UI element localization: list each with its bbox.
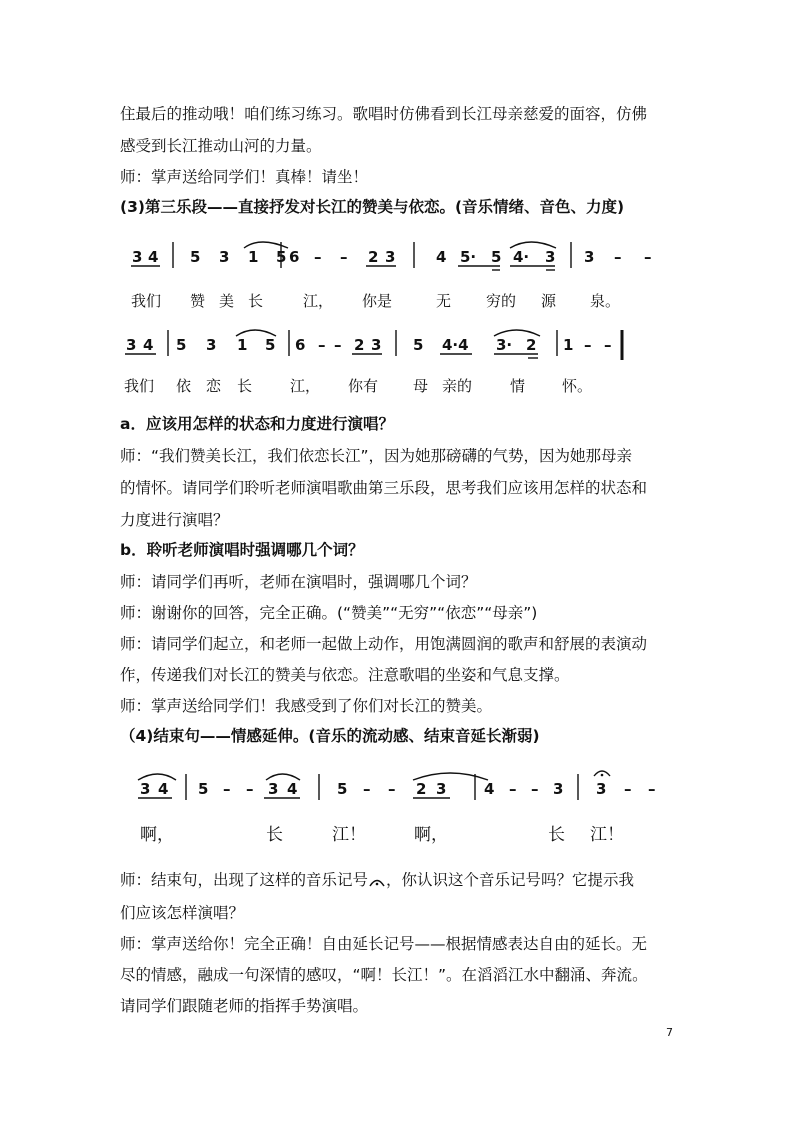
score-note: 4· bbox=[513, 248, 530, 266]
paragraph-line: 师：请同学们起立，和老师一起做上动作，用饱满圆润的歌声和舒展的表演动 bbox=[120, 635, 648, 653]
score-lyric: 泉。 bbox=[590, 292, 621, 310]
score-lyric: 怀。 bbox=[562, 377, 593, 395]
score-lyric: 长 bbox=[266, 825, 283, 845]
score-note: 5 bbox=[265, 336, 276, 354]
score-note: 3 bbox=[132, 248, 143, 266]
score-note: 3 bbox=[553, 780, 564, 798]
score-lyric: 啊， bbox=[414, 825, 448, 845]
paragraph-line: 的情怀。请同学们聆听老师演唱歌曲第三乐段，思考我们应该用怎样的状态和 bbox=[120, 479, 648, 497]
paragraph-line: 师：请同学们再听，老师在演唱时，强调哪几个词？ bbox=[120, 573, 477, 591]
score-note: 4 bbox=[287, 780, 298, 798]
score-note: 2 bbox=[416, 780, 427, 798]
score-lyric: 我们 bbox=[131, 292, 162, 310]
paragraph-line: 尽的情感，融成一句深情的感叹，“啊！长江！”。在滔滔江水中翻涌、奔流。 bbox=[120, 966, 648, 984]
paragraph-line: 师：掌声送给同学们！真棒！请坐！ bbox=[120, 168, 369, 186]
score-lyric: 我们 bbox=[124, 377, 155, 395]
score-note: – bbox=[644, 248, 652, 266]
score-note: 1 bbox=[237, 336, 248, 354]
score-note: – bbox=[388, 780, 396, 798]
score-note: – bbox=[314, 248, 322, 266]
score-note: 4 bbox=[148, 248, 159, 266]
score-note: 2 bbox=[354, 336, 365, 354]
paragraph-line: 作，传递我们对长江的赞美与依恋。注意歌唱的坐姿和气息支撑。 bbox=[120, 666, 570, 684]
score-lyric: 母 bbox=[413, 377, 429, 395]
score-note: 4 bbox=[143, 336, 154, 354]
paragraph-line: 力度进行演唱？ bbox=[120, 511, 229, 529]
score-lyric: 源 bbox=[541, 292, 557, 310]
score-lyric: 恋 bbox=[206, 377, 222, 395]
score-note: 5 bbox=[190, 248, 201, 266]
paragraph-text: 师：结束句，出现了这样的音乐记号 bbox=[120, 871, 369, 889]
score-note: – bbox=[509, 780, 517, 798]
score-note: 5 bbox=[176, 336, 187, 354]
paragraph-text: ，你认识这个音乐记号吗？它提示我 bbox=[386, 871, 635, 889]
score-lyric: 亲的 bbox=[442, 377, 473, 395]
score-lyric: 美 bbox=[219, 292, 235, 310]
score-note: – bbox=[531, 780, 539, 798]
section-heading-3: (3)第三乐段——直接抒发对长江的赞美与依恋。(音乐情绪、音色、力度) bbox=[120, 198, 625, 216]
score-note: 2 bbox=[526, 336, 537, 354]
paragraph-line: 们应该怎样演唱？ bbox=[120, 904, 245, 922]
score-note: 3 bbox=[371, 336, 382, 354]
paragraph-line: 请同学们跟随老师的指挥手势演唱。 bbox=[120, 997, 369, 1015]
score-note: 6 bbox=[289, 248, 300, 266]
score-note: 4 bbox=[436, 248, 447, 266]
score-lyric: 长 bbox=[548, 825, 565, 845]
score-note: 3 bbox=[436, 780, 447, 798]
score-note: – bbox=[648, 780, 656, 798]
score-note: 5 bbox=[198, 780, 209, 798]
score-lyric: 你是 bbox=[362, 292, 393, 310]
score-note: 6 bbox=[295, 336, 306, 354]
score-note: – bbox=[246, 780, 254, 798]
score-note: – bbox=[624, 780, 632, 798]
score-note: 3 bbox=[385, 248, 396, 266]
score-note: 3· bbox=[496, 336, 513, 354]
score-lyric: 江！ bbox=[332, 825, 366, 845]
score-lyric: 无 bbox=[436, 292, 452, 310]
score-lyric: 你有 bbox=[348, 377, 379, 395]
score-note: – bbox=[614, 248, 622, 266]
score-lyric: 长 bbox=[248, 292, 264, 310]
score-lyric: 情 bbox=[510, 377, 526, 395]
score-note: 5· bbox=[460, 248, 477, 266]
paragraph-line: 住最后的推动哦！咱们练习练习。歌唱时仿佛看到长江母亲慈爱的面容，仿佛 bbox=[120, 105, 648, 123]
score-note: 4·4 bbox=[442, 336, 469, 354]
score-note: 5 bbox=[337, 780, 348, 798]
question-b: b．聆听老师演唱时强调哪几个词？ bbox=[120, 541, 364, 559]
score-lyric: 穷的 bbox=[486, 292, 517, 310]
score-note: 3 bbox=[140, 780, 151, 798]
score-note: 3 bbox=[268, 780, 279, 798]
score-note: – bbox=[334, 336, 342, 354]
paragraph-line: 师：谢谢你的回答，完全正确。(“赞美”“无穷”“依恋”“母亲”) bbox=[120, 604, 538, 622]
score-lyric: 长 bbox=[237, 377, 253, 395]
score-note: – bbox=[584, 336, 592, 354]
score-note: 3 bbox=[219, 248, 230, 266]
score-lyric: 江， bbox=[290, 377, 321, 395]
paragraph-line bbox=[120, 870, 634, 890]
fermata-icon bbox=[368, 875, 386, 887]
score-note: – bbox=[223, 780, 231, 798]
page-number: 7 bbox=[666, 1026, 673, 1039]
paragraph-line: 师：掌声送给你！完全正确！自由延长记号——根据情感表达自由的延长。无 bbox=[120, 935, 648, 953]
paragraph-line: 师：掌声送给同学们！我感受到了你们对长江的赞美。 bbox=[120, 697, 493, 715]
score-note: – bbox=[318, 336, 326, 354]
score-lyric: 赞 bbox=[190, 292, 206, 310]
score-note: 3 bbox=[596, 780, 607, 798]
paragraph-line: 感受到长江推动山河的力量。 bbox=[120, 137, 322, 155]
score-lyric: 江！ bbox=[590, 825, 624, 845]
score-note: 3 bbox=[545, 248, 556, 266]
score-lyric: 江， bbox=[303, 292, 334, 310]
score-note: 2 bbox=[368, 248, 379, 266]
score-note: 1 bbox=[563, 336, 574, 354]
score-note: 3 bbox=[206, 336, 217, 354]
score-note: – bbox=[363, 780, 371, 798]
section-heading-4: （4)结束句——情感延伸。(音乐的流动感、结束音延长渐弱) bbox=[120, 727, 540, 745]
score-note: – bbox=[604, 336, 612, 354]
score-note: 1 bbox=[248, 248, 259, 266]
score-note: 4 bbox=[484, 780, 495, 798]
score-note: 5 bbox=[413, 336, 424, 354]
score-note: 3 bbox=[126, 336, 137, 354]
score-note: – bbox=[340, 248, 348, 266]
score-note: 4 bbox=[158, 780, 169, 798]
score-note: 5 bbox=[491, 248, 502, 266]
score-lyric: 依 bbox=[176, 377, 192, 395]
paragraph-line: 师：“我们赞美长江，我们依恋长江”，因为她那磅礴的气势，因为她那母亲 bbox=[120, 447, 633, 465]
question-a: a．应该用怎样的状态和力度进行演唱？ bbox=[120, 415, 394, 433]
score-note: 3 bbox=[584, 248, 595, 266]
score-lyric: 啊， bbox=[140, 825, 174, 845]
score-note: 5 bbox=[276, 248, 287, 266]
